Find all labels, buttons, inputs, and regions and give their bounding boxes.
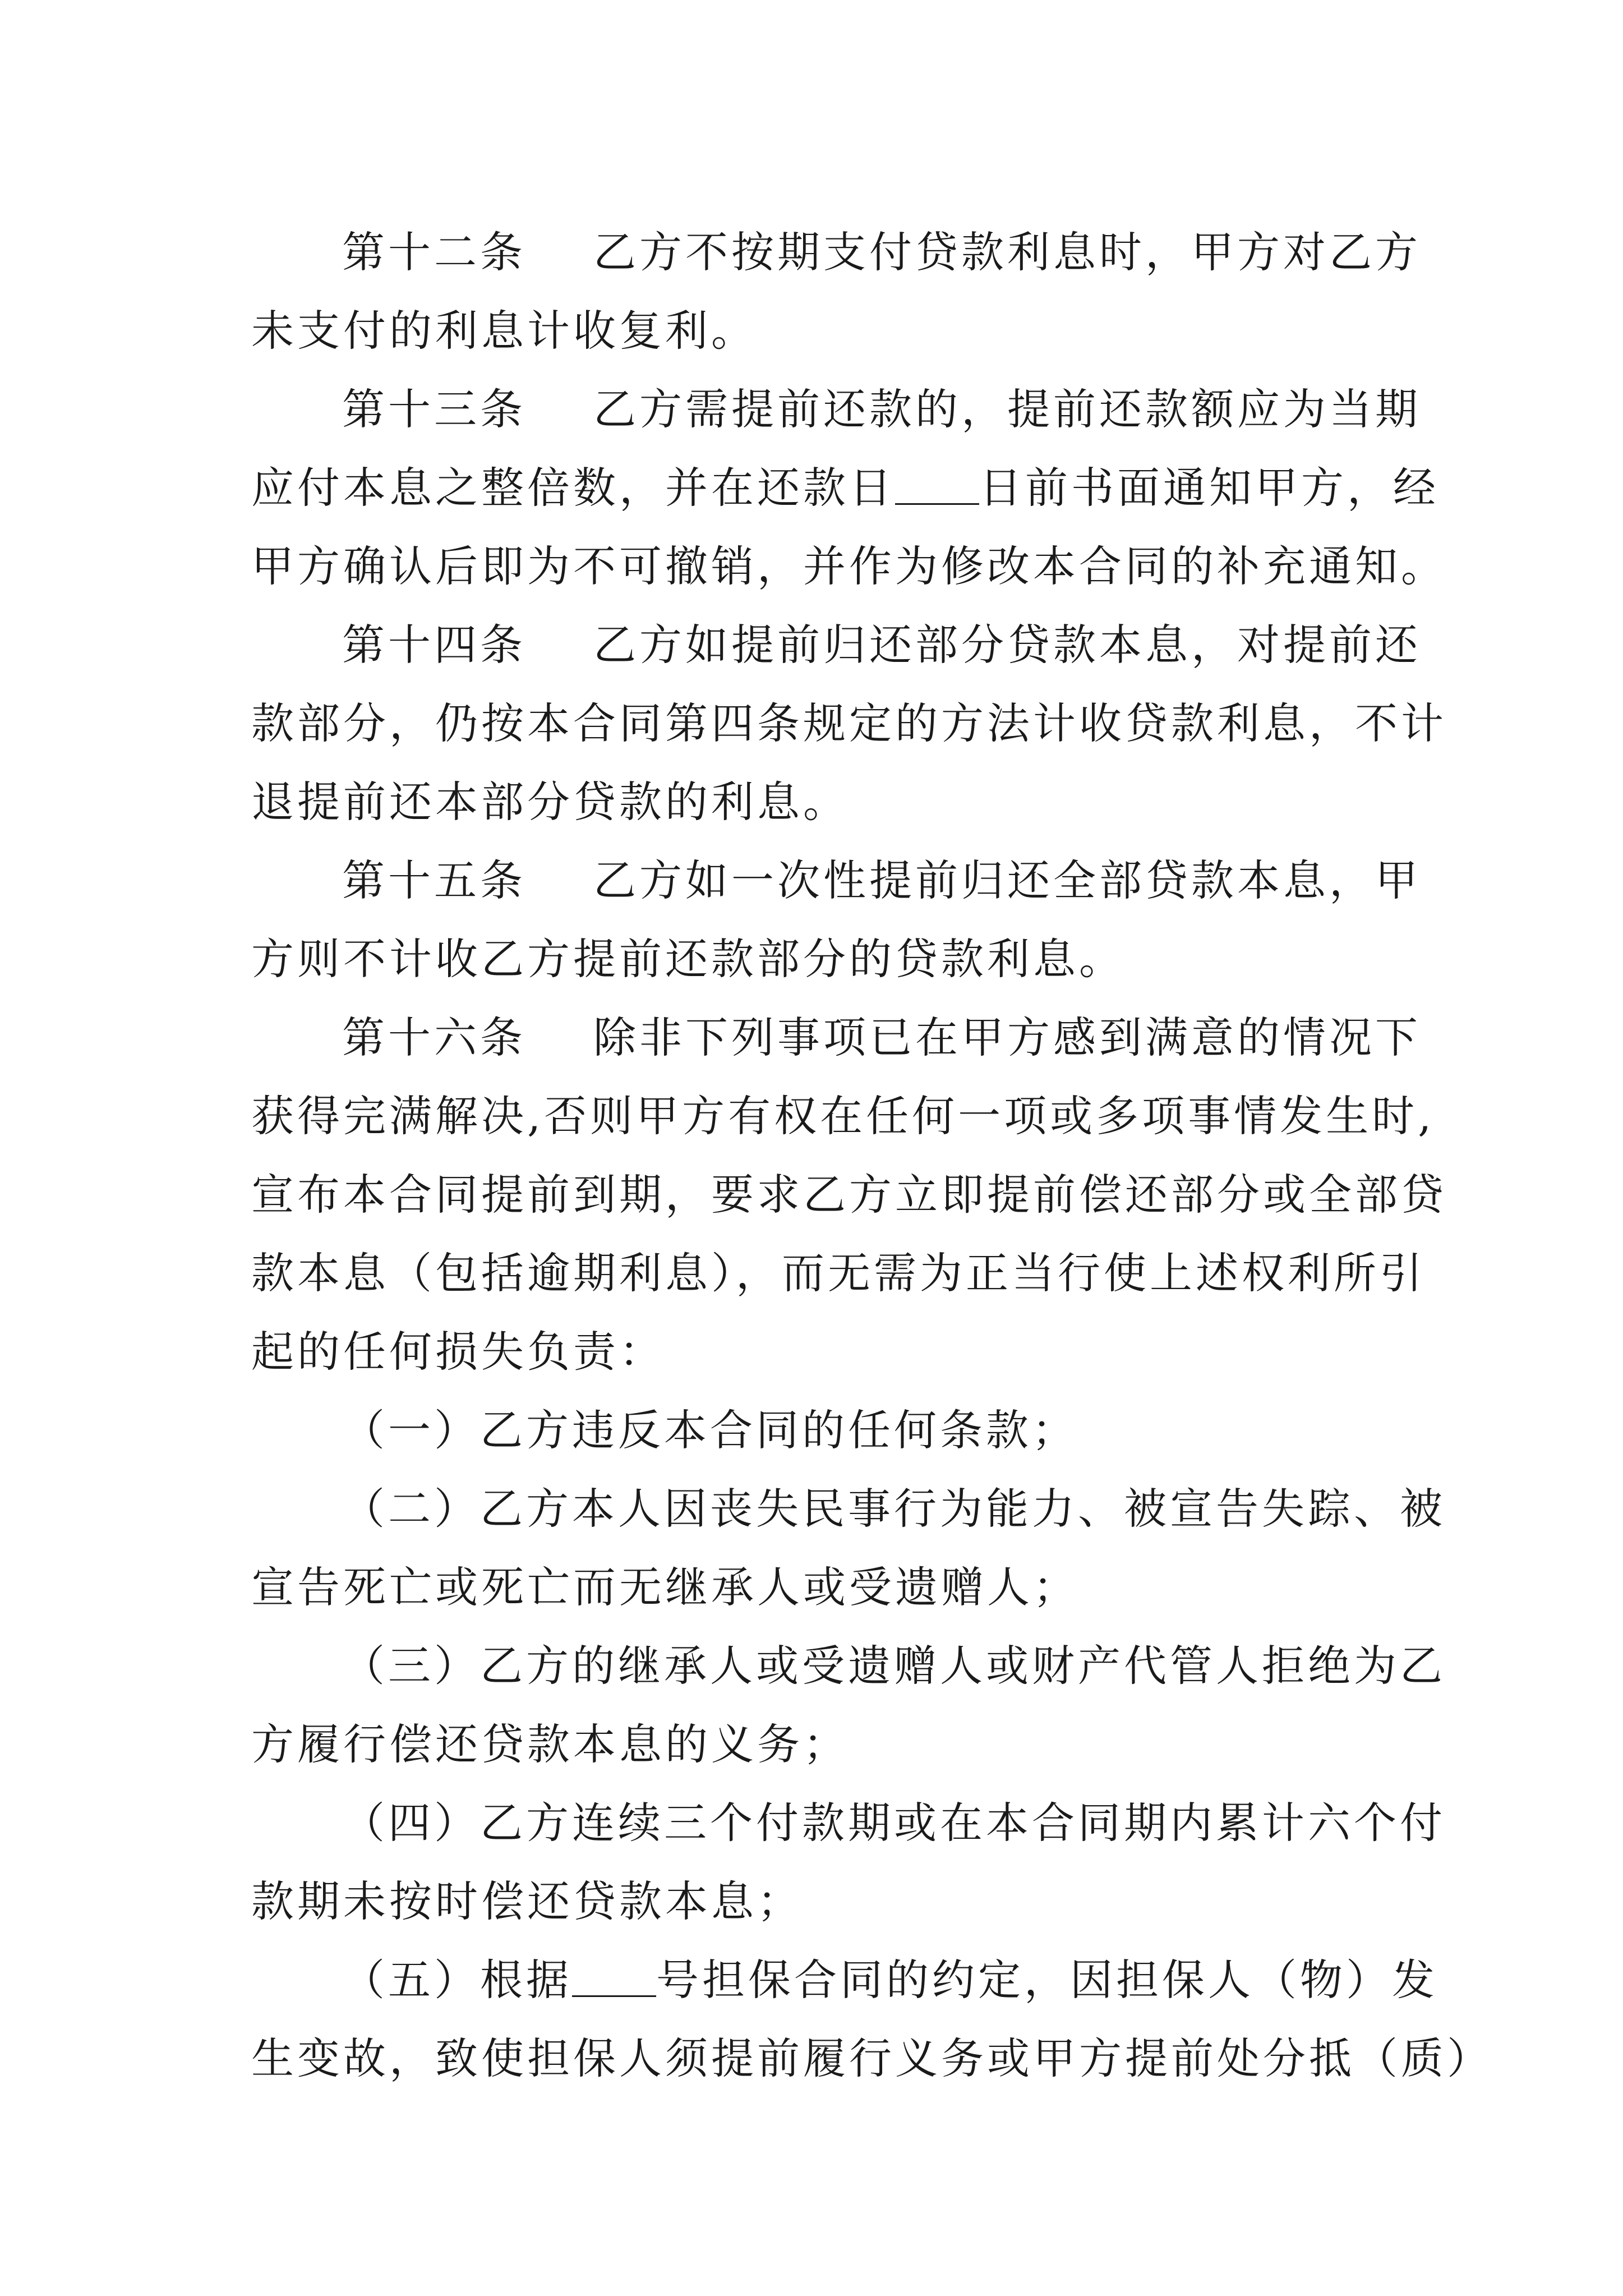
article-13-text-after-blank: 日前书面通知甲方，经 — [979, 463, 1439, 513]
item-5-text-after-blank: 号担保合同的约定，因担保人（物）发 — [656, 1955, 1438, 2005]
article-16-line-3: 宣布本合同提前到期，要求乙方立即提前偿还部分或全部贷 — [251, 1170, 1447, 1220]
article-14-line-2: 款部分，仍按本合同第四条规定的方法计收贷款利息，不计 — [251, 698, 1447, 748]
document-body — [251, 213, 1493, 2098]
item-5-line-2: 生变故，致使担保人须提前履行义务或甲方提前处分抵（质） — [251, 2033, 1493, 2083]
article-16-line-2: 获得完满解决,否则甲方有权在任何一项或多项事情发生时, — [251, 1091, 1435, 1141]
article-13-text-before-blank: 应付本息之整倍数，并在还款日 — [251, 463, 895, 513]
article-12-text: 乙方不按期支付贷款利息时，甲方对乙方 — [593, 227, 1421, 277]
article-15-line-1 — [251, 841, 1421, 920]
article-15-label: 第十五条 — [342, 855, 526, 905]
article-16-text: 除非下列事项已在甲方感到满意的情况下 — [593, 1013, 1421, 1062]
article-13-line-1 — [251, 370, 1421, 449]
article-12-label: 第十二条 — [342, 227, 526, 277]
article-14-text: 乙方如提前归还部分贷款本息，对提前还 — [593, 620, 1421, 670]
article-12-line-2: 未支付的利息计收复利。 — [251, 306, 757, 356]
article-14-label: 第十四条 — [342, 620, 526, 670]
article-12-line-1 — [251, 213, 1421, 292]
article-16-line-5: 起的任何损失负责： — [251, 1327, 665, 1377]
article-13-label: 第十三条 — [342, 384, 526, 434]
article-16-line-1 — [251, 999, 1421, 1077]
article-15-line-2: 方则不计收乙方提前还款部分的贷款利息。 — [251, 934, 1125, 984]
item-2-line-2: 宣告死亡或死亡而无继承人或受遗赠人； — [251, 1562, 1079, 1612]
article-13-text: 乙方需提前还款的，提前还款额应为当期 — [593, 384, 1421, 434]
item-2-line-1: （二）乙方本人因丧失民事行为能力、被宣告失踪、被 — [342, 1484, 1446, 1534]
article-15-text: 乙方如一次性提前归还全部贷款本息，甲 — [593, 855, 1421, 905]
article-13-line-3: 甲方确认后即为不可撤销，并作为修改本合同的补充通知。 — [251, 541, 1447, 591]
article-16-line-4: 款本息（包括逾期利息），而无需为正当行使上述权利所引 — [251, 1248, 1426, 1298]
item-3-line-1: （三）乙方的继承人或受遗赠人或财产代管人拒绝为乙 — [342, 1641, 1446, 1691]
article-14-line-1 — [251, 606, 1421, 684]
article-16-label: 第十六条 — [342, 1013, 526, 1062]
item-4-line-1: （四）乙方连续三个付款期或在本合同期内累计六个付 — [342, 1798, 1446, 1848]
article-13-line-2 — [251, 449, 1439, 527]
item-5-text-before-blank: （五）根据 — [342, 1955, 572, 2005]
guarantee-contract-number-blank — [572, 1962, 656, 1997]
repayment-days-blank — [895, 470, 979, 505]
item-4-line-2: 款期未按时偿还贷款本息； — [251, 1876, 803, 1926]
item-3-line-2: 方履行偿还贷款本息的义务； — [251, 1719, 849, 1769]
item-5-line-1 — [251, 1941, 1438, 2019]
article-14-line-3: 退提前还本部分贷款的利息。 — [251, 777, 849, 827]
item-1-line-1: （一）乙方违反本合同的任何条款； — [342, 1405, 1078, 1455]
